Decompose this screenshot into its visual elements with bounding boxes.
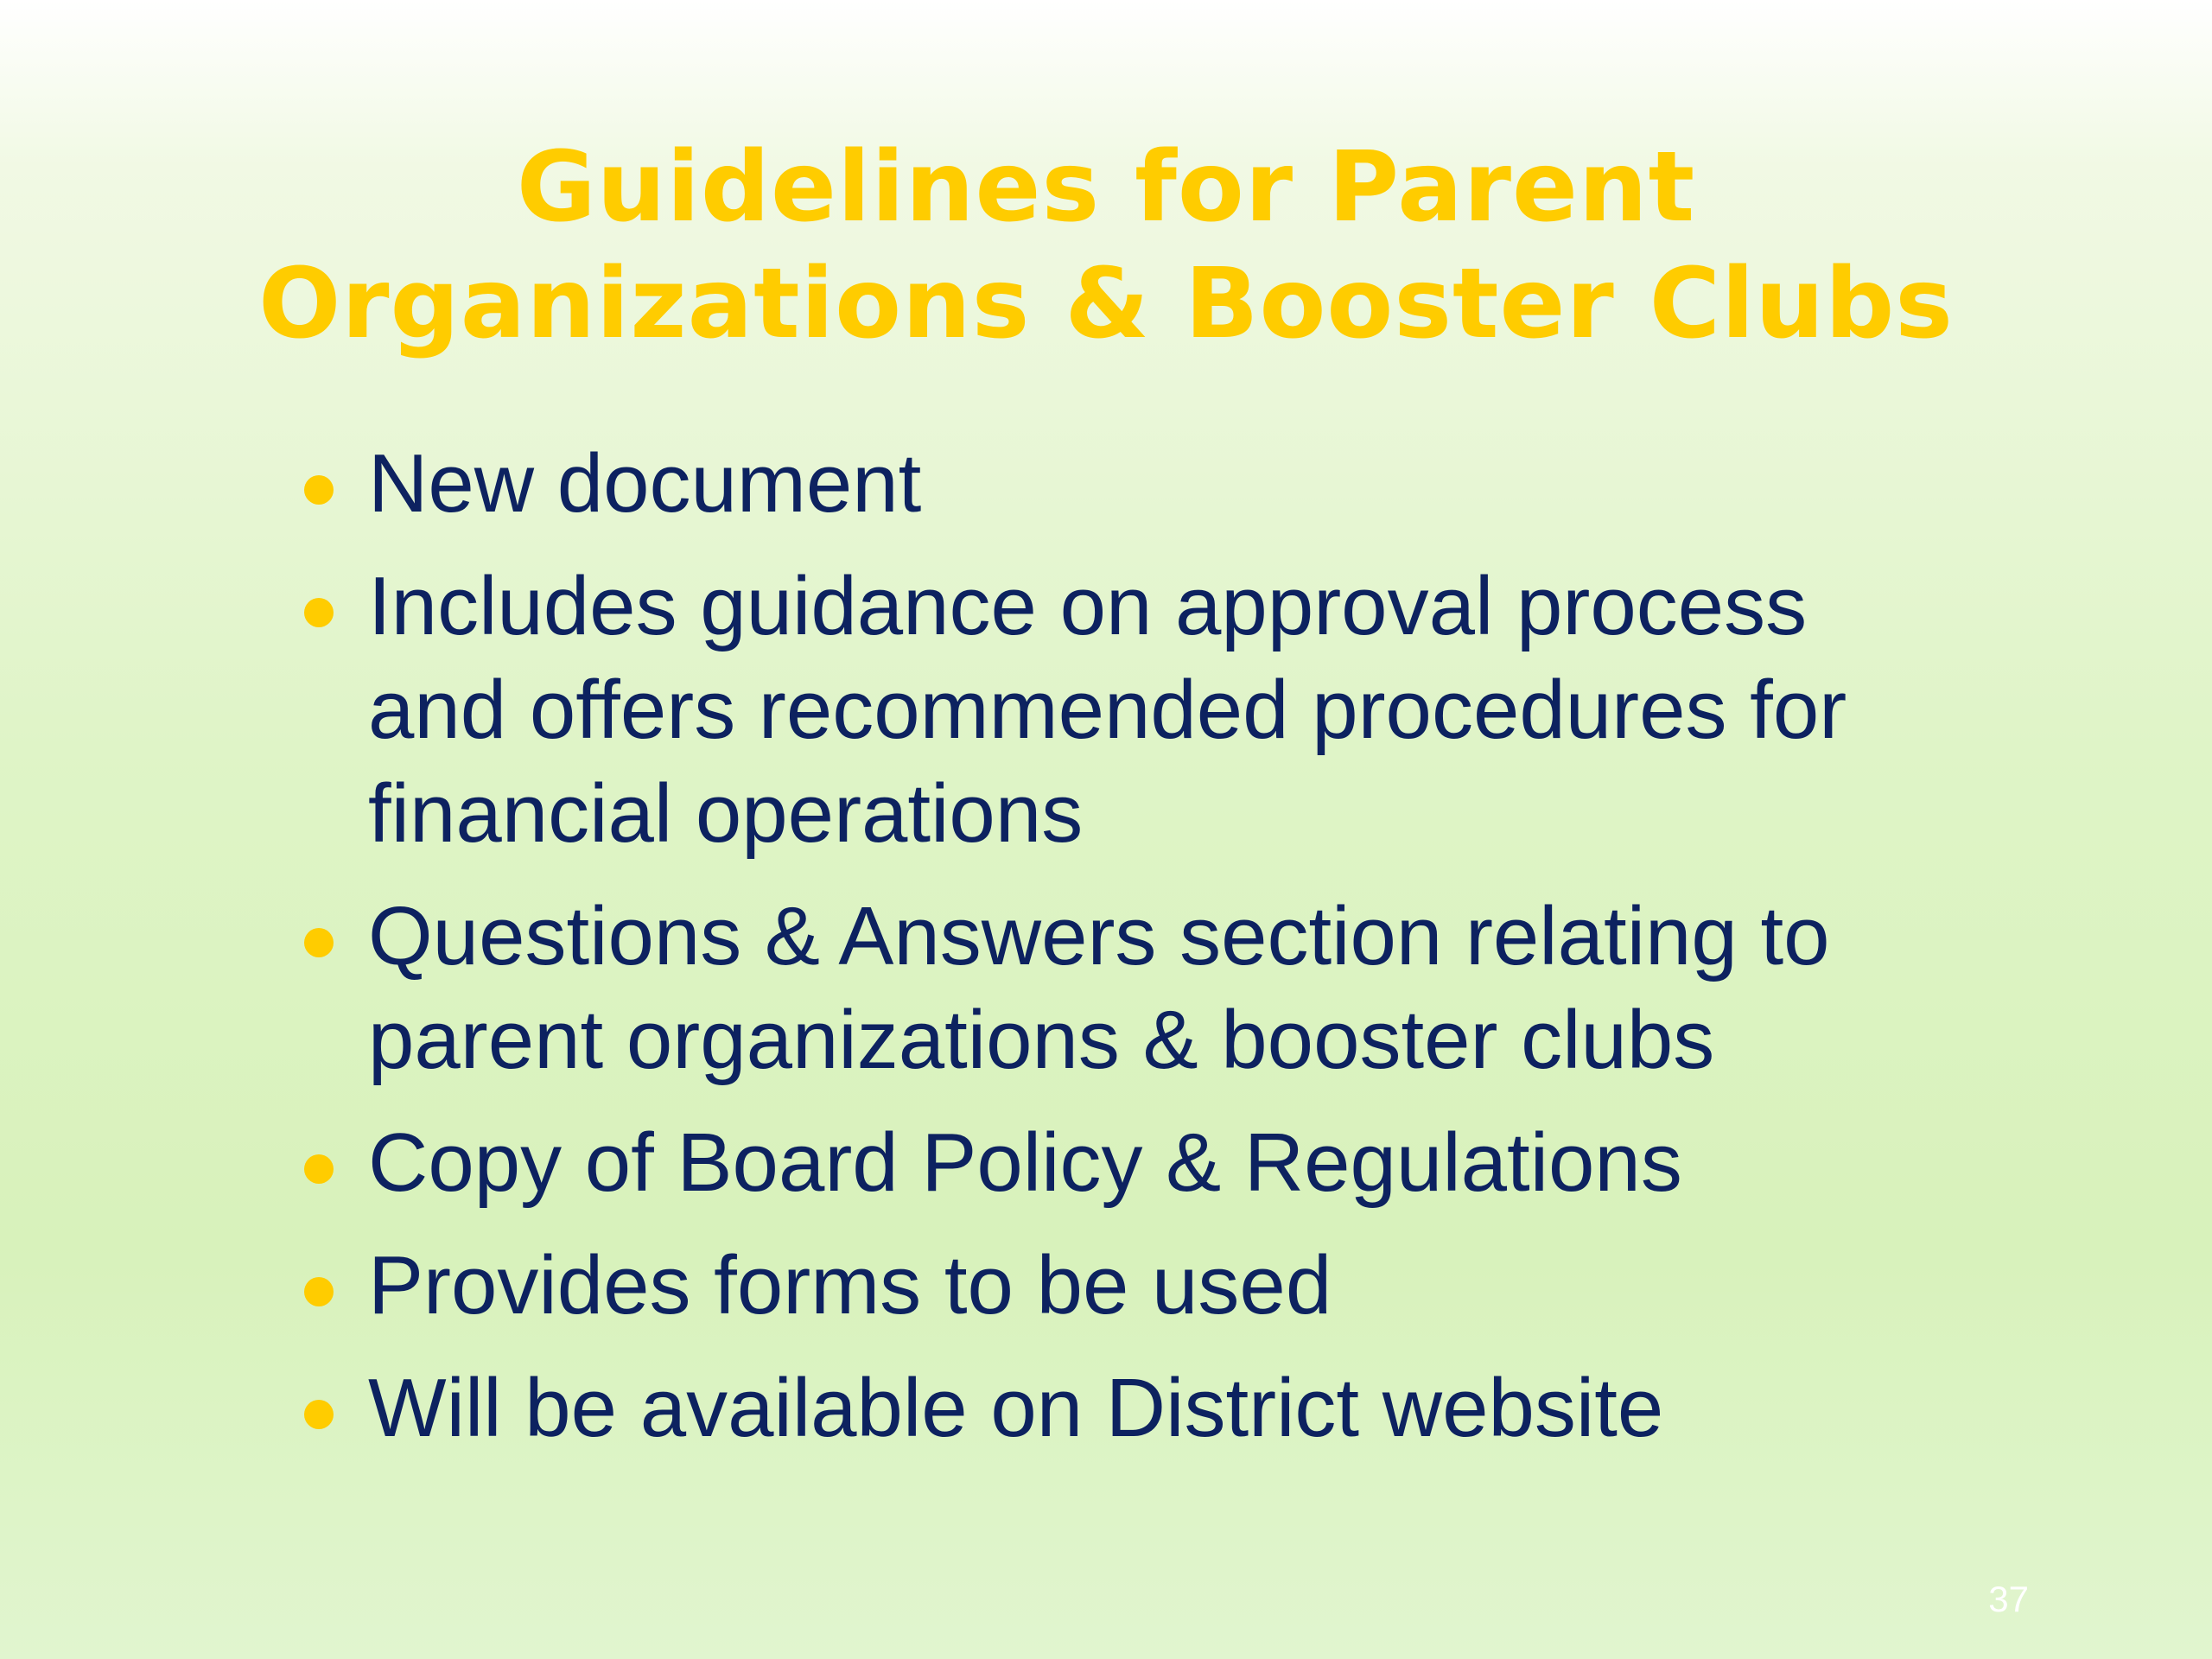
bullet-item — [294, 1357, 1936, 1460]
bullet-text: Copy of Board Policy & Regulations — [368, 1116, 1682, 1209]
bullet-dot-icon — [304, 1277, 334, 1306]
bullet-item — [294, 555, 1936, 866]
bullet-text: Includes guidance on approval process and offers recommended procedures for financial operations — [368, 560, 1847, 860]
bullet-text: Will be available on District website — [368, 1362, 1664, 1454]
slide-title-line-2: Organizations & Booster Clubs — [258, 248, 1954, 360]
bullet-dot-icon — [304, 475, 334, 505]
bullet-text: New document — [368, 437, 922, 530]
slide-page-number: 37 — [1988, 1579, 2029, 1619]
bullet-text: Questions & Answers section relating to parent organizations & booster clubs — [368, 890, 1830, 1086]
bullet-dot-icon — [304, 598, 334, 627]
bullet-item — [294, 1111, 1936, 1215]
slide-title — [0, 130, 2212, 363]
bullet-dot-icon — [304, 1400, 334, 1429]
bullet-item — [294, 1234, 1936, 1338]
bullet-item — [294, 885, 1936, 1092]
bullet-text: Provides forms to be used — [368, 1239, 1332, 1332]
slide-title-line-1: Guidelines for Parent — [516, 131, 1696, 244]
bullet-dot-icon — [304, 1154, 334, 1184]
bullet-item — [294, 432, 1936, 536]
bullet-list — [294, 432, 1936, 1479]
bullet-dot-icon — [304, 928, 334, 957]
